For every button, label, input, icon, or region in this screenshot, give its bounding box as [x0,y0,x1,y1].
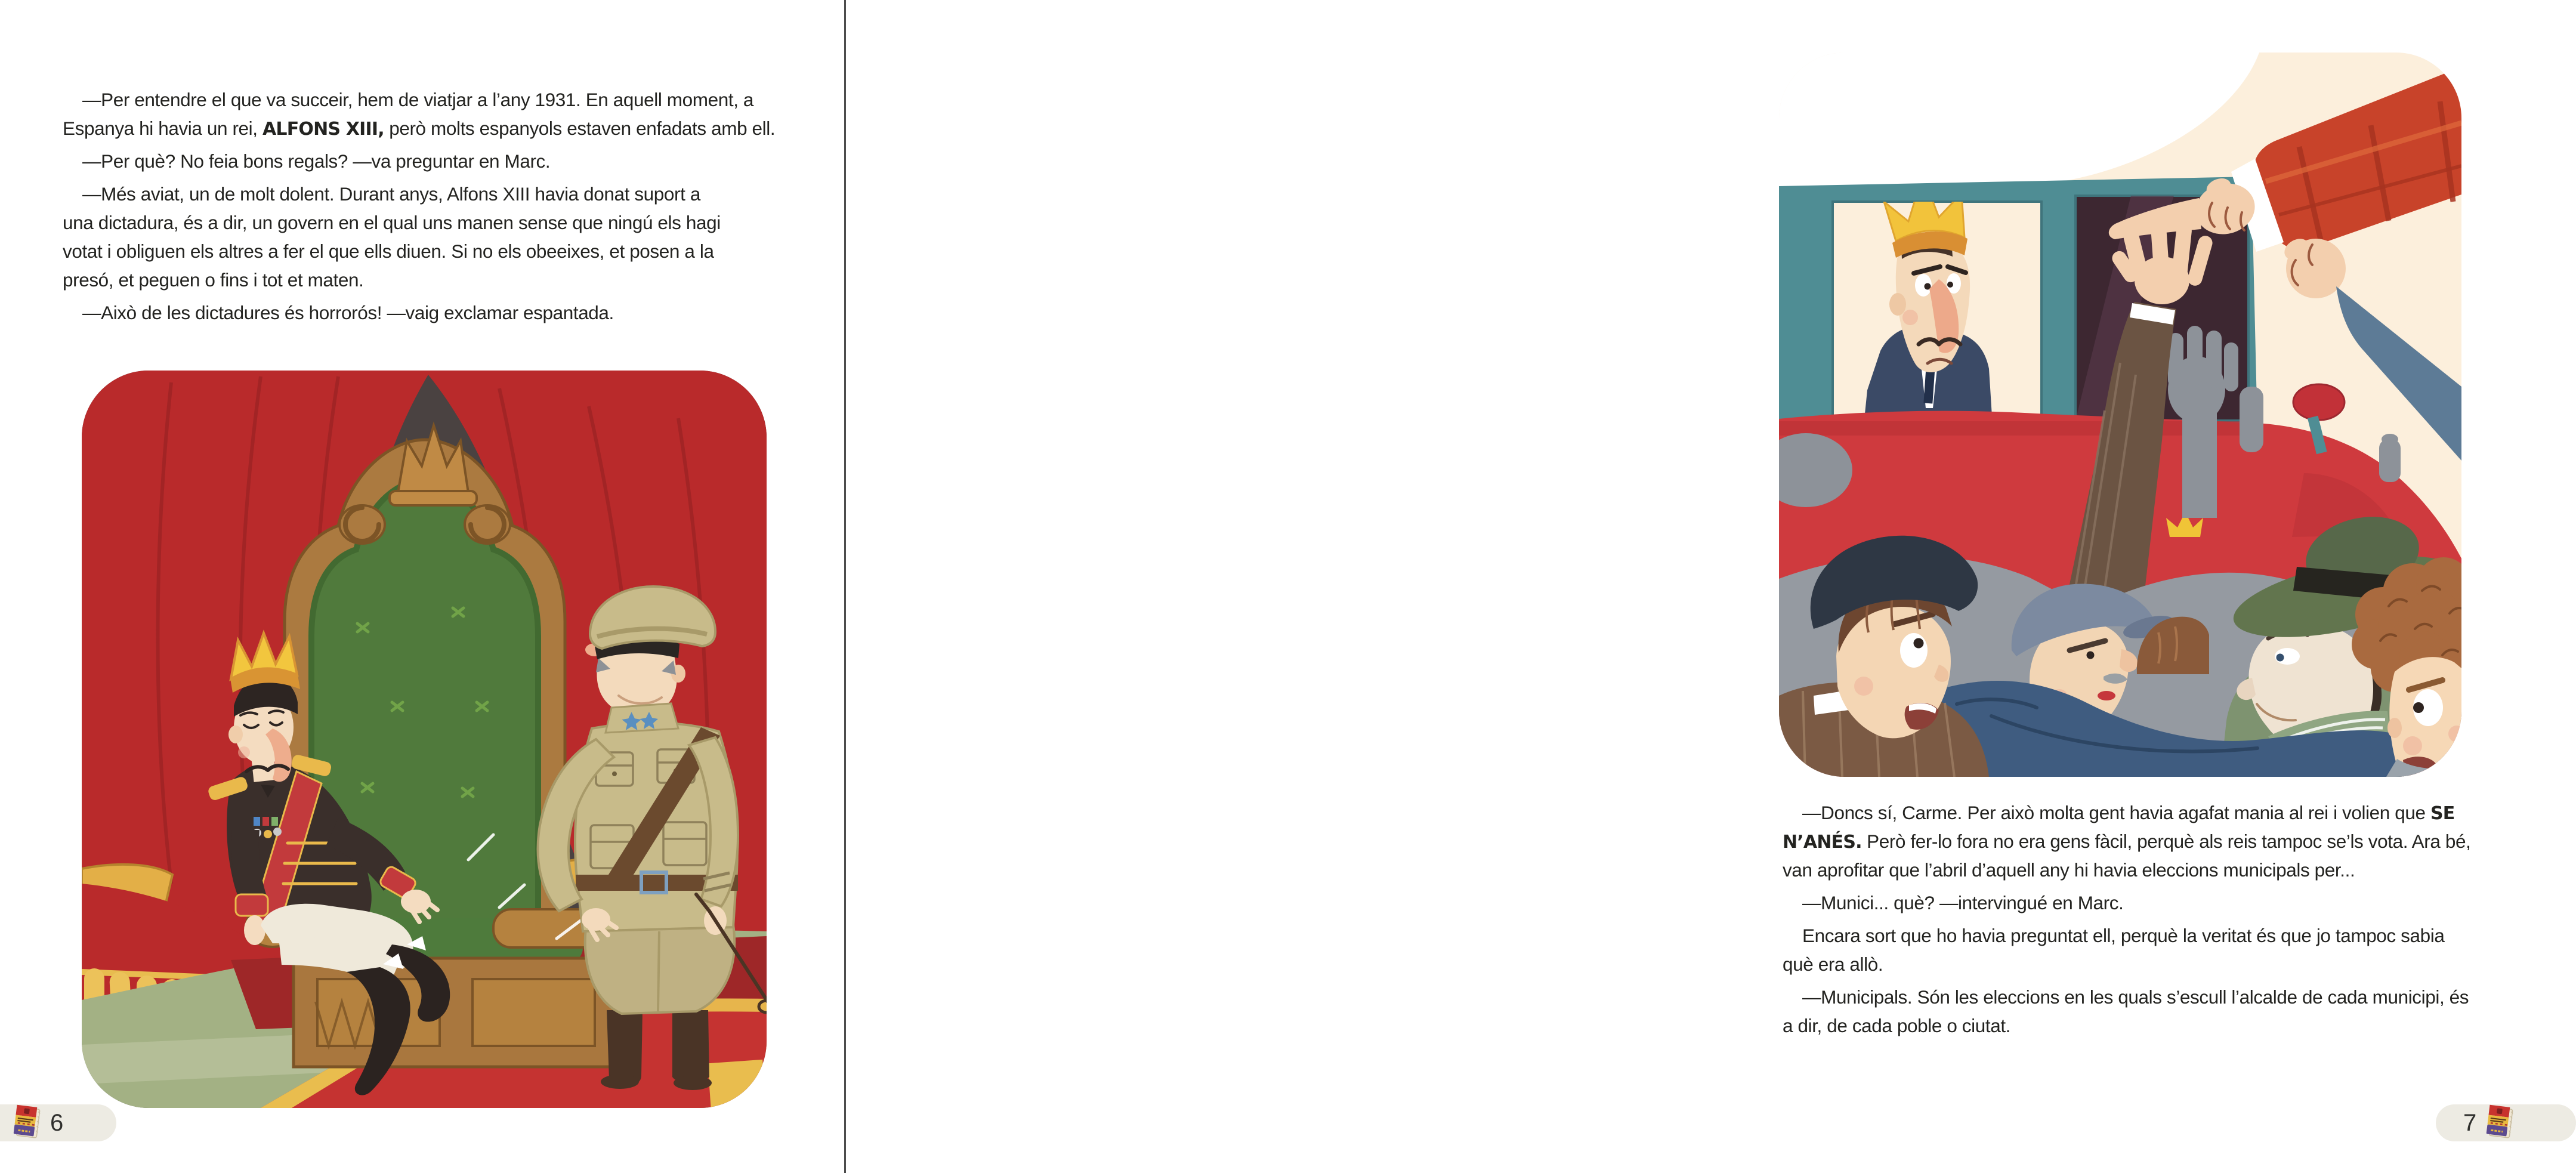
text-segment: Espanya hi havia un rei, [63,118,262,139]
republic-book-icon [13,1106,41,1140]
text-segment: —Doncs sí, Carme. Per això molta gent havia agafat mania al rei i volien que [1802,802,2430,823]
text-line [1783,983,2507,1011]
text-segment: votat i obliguen els altres a fer el que ells diuen. Si no els obeeixes, et posen a la [63,240,714,262]
text-line [1783,888,2507,917]
text-line [63,266,787,294]
left-text-block [63,85,787,327]
text-segment: —Per entendre el que va succeir, hem de viatjar a l’any 1931. En aquell moment, a [82,89,754,110]
text-segment: què era allò. [1783,953,1883,975]
text-line [63,180,787,208]
page-left [0,0,845,1173]
text-segment: Encara sort que ho havia preguntat ell, perquè la veritat és que jo tampoc sabia [1802,925,2445,946]
text-segment: van aprofitar que l’abril d’aquell any hi havia eleccions municipals per... [1783,859,2355,881]
text-line [1783,1011,2507,1040]
text-line [1783,950,2507,978]
text-line [1783,856,2507,884]
crowd-illustration [1779,53,2461,777]
text-segment: una dictadura, és a dir, un govern en el qual uns manen sense que ningú els hagi [63,212,721,233]
text-segment: —Més aviat, un de molt dolent. Durant anys, Alfons XIII havia donat suport a [82,183,700,205]
text-line [1783,921,2507,950]
text-line [63,298,787,327]
republic-book-icon [2486,1106,2513,1140]
text-segment: —Per què? No feia bons regals? —va preguntar en Marc. [82,150,551,172]
page-number-badge-right [2436,1104,2576,1141]
text-line [63,85,787,114]
right-text-block [1783,798,2507,1040]
text-line [63,147,787,175]
text-segment: —Munici... què? —intervingué en Marc. [1802,892,2124,913]
car-seat-headrest [2293,384,2345,420]
bold-emphasis: SE [2430,803,2455,824]
text-segment: presó, et peguen o fins i tot et maten. [63,269,364,291]
page-number: 6 [50,1109,64,1136]
text-line [63,237,787,266]
text-line [63,114,787,143]
text-segment: Però fer-lo fora no era gens fàcil, perquè als reis tampoc se’ls vota. Ara bé, [1861,831,2471,852]
text-segment: però molts espanyols estaven enfadats amb ell. [384,118,776,139]
spare-wheel [1759,433,1852,507]
bold-emphasis: N’ANÉS. [1783,832,1862,853]
page-right [846,0,2477,1173]
text-line [1783,798,2507,827]
text-segment: —Això de les dictadures és horrorós! —vaig exclamar espantada. [82,302,614,323]
page-number: 7 [2463,1109,2477,1136]
text-segment: a dir, de cada poble o ciutat. [1783,1015,2011,1036]
bold-emphasis: ALFONS XIII, [262,119,384,140]
throne-illustration [82,371,767,1108]
text-line [1783,827,2507,856]
text-segment: —Municipals. Són les eleccions en les quals s’escull l’alcalde de cada municipi, és [1802,986,2469,1008]
text-line [63,208,787,237]
page-number-badge-left [0,1104,116,1141]
